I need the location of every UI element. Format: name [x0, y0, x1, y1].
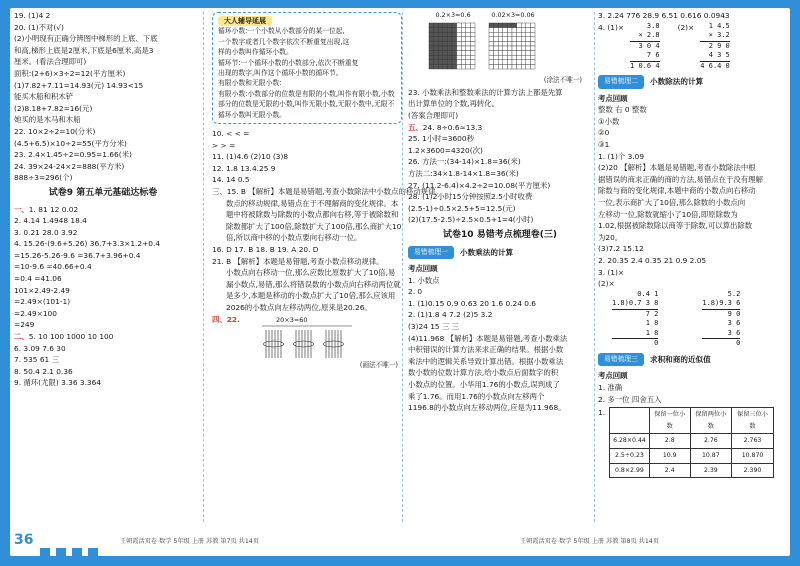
calc-row: 4 3 5 — [708, 51, 730, 60]
table-cell: 0.8×2.99 — [610, 463, 650, 478]
answer-line: (2)× — [598, 279, 615, 289]
tip-box — [212, 12, 402, 124]
rounding-table-wrap — [598, 407, 774, 478]
calc-row: 2 9 0 — [700, 41, 730, 52]
table-cell: 10.87 — [690, 448, 731, 463]
table-cell: 2.390 — [732, 463, 774, 478]
footer-left: 王朝霞活页卷 数学 5年级 上册 苏教 第7页 共14页 — [120, 538, 259, 545]
calc-row: 5.2 — [727, 289, 741, 298]
answer-line: 11. (1)4.6 (2)10 (3)8 — [212, 152, 289, 162]
answer-line: 888÷3=296(个) — [14, 173, 73, 183]
grid-note: (涂法不唯一) — [543, 76, 582, 85]
column-1 — [14, 10, 192, 389]
grid-b — [488, 10, 538, 75]
column-3 — [408, 10, 592, 414]
tag-3: 易错梳理三 — [598, 353, 644, 367]
answer-line: 27. (11.2-6.4)×4.2÷2=10.08(平方厘米) — [408, 180, 551, 190]
answer-line: 为20。 — [598, 232, 623, 242]
vertical-calc-2 — [700, 22, 730, 72]
answer-line: 14. 14 0.5 — [212, 175, 250, 185]
calc-row: × 3.2 — [708, 31, 730, 40]
answer-line: 23. 2.4×1.45÷2=0.95=1.66(米) — [14, 150, 132, 160]
answer-line: 12. 1.8 13.4.25 9 — [212, 163, 276, 173]
answer-line: 3. 0.21 28.0 3.92 — [14, 227, 78, 237]
answer-line: (2.5-1)÷0.5×2.5+5=12.5(元) — [408, 203, 516, 213]
section-4-figure — [212, 314, 402, 374]
answer-line: (2)8.18+7.82=16(元) — [14, 103, 93, 113]
col4-answers — [598, 151, 774, 290]
table-header: 保留一位小数 — [649, 408, 690, 434]
answer-line: 101×2.49-2.49 — [14, 285, 70, 295]
answer-line: =2.49×100 — [14, 308, 57, 318]
answer-line: 一、1. 81 12 0.02 — [14, 204, 79, 214]
item-4-label: 4. (1)× — [598, 22, 625, 32]
answer-line: =10-9.6 =40.66+0.4 — [14, 262, 92, 272]
answer-line: (答案合理即可) — [408, 110, 459, 120]
figure-label: 20×3=60 — [276, 315, 308, 324]
answer-line: 数小数的位数计算方法,给小数点后面数字的积 — [408, 368, 559, 378]
tip-line: 有限小数:小数部分的位数是有限的小数,叫作有限小数,小数部分的位数是无限的小数,叫作无限小数,无限小数中,无限不循环小数叫无限小数。 — [218, 89, 395, 119]
table-header — [610, 408, 650, 434]
table-cell: 6.28×0.44 — [610, 434, 650, 449]
answer-line: 10. < < = — [212, 129, 250, 139]
answer-line: 1.02,根据被除数除以商等于除数,可以算出除数 — [598, 221, 753, 231]
long-divisions — [598, 290, 774, 349]
answer-line: (2)20 【解析】本题是易错题,考查小数除法中根 — [598, 163, 756, 173]
answer-line: 3. (1)× — [598, 267, 625, 277]
review-line: 2. 多一位 四舍五入 — [598, 394, 662, 404]
answer-line: 1. (1)个 3.09 — [598, 151, 645, 161]
answer-line: 三、15. B 【解析】本题是易错题,考查小数除法中小数点的移动规律。 — [212, 187, 443, 197]
item-4-2-label: (2)× — [677, 22, 695, 32]
calc-row: 3 0 4 — [630, 41, 660, 52]
test9-title: 试卷9 第五单元基础达标卷 — [48, 187, 158, 198]
answer-line: 6. 3.09 7.6 30 — [14, 343, 66, 353]
footer-right: 王朝霞活页卷 数学 5年级 上册 苏教 第8页 共14页 — [520, 538, 659, 545]
answer-line: =2.49×(101-1) — [14, 297, 71, 307]
calc-row: 0 — [702, 338, 740, 349]
column-divider — [594, 12, 595, 522]
review-line: ①小数 — [598, 116, 620, 126]
tip-title: 大人辅导延展 — [218, 16, 272, 26]
answer-line: 乘法中的逻辑关系导致计算出错。根据小数乘法 — [408, 356, 564, 366]
answer-line: 20. (1)不对(√) — [14, 22, 64, 32]
tip-line: 一个数字或者几个数字依次不断重复出现,这 — [218, 37, 350, 46]
calc-row: 1 8 — [645, 328, 659, 337]
answer-line: 21. B 【解析】本题是易错题,考查小数点移动规律。 — [212, 256, 384, 266]
table-header: 保留三位小数 — [732, 408, 774, 434]
answer-line: 2. 20.35 2.4 0.35 21 0.9 2.05 — [598, 256, 707, 265]
answer-line: 1. (1)0.15 0.9 0.63 20 1.6 0.24 0.6 — [408, 298, 536, 308]
answer-line: 除数与商的变化规律,本题中商的小数点向右移动 — [598, 186, 756, 196]
col1-answers — [14, 10, 192, 184]
tag-1: 易错梳理一 — [408, 246, 454, 260]
tip-line: 出现的数字,叫作这个循环小数的循环节。 — [218, 69, 343, 78]
calc-row: 7 2 — [612, 309, 658, 320]
table-cell: 2.76 — [690, 434, 731, 449]
answer-line: (2)(17.5-2.5)÷2.5×0.5+1=4(小时) — [408, 215, 534, 225]
answer-line: 1. 小数点 — [408, 275, 440, 285]
review-line: 整数 右 0 整数 — [598, 105, 647, 115]
answer-line: 8. 50.4 2.1 0.36 — [14, 366, 73, 376]
review-title-2: 考点回顾 — [598, 371, 628, 381]
test9-answers — [14, 204, 192, 390]
calc-row: 0.4 1 — [637, 289, 659, 298]
answer-line: 1.2×3600=4320(次) — [408, 145, 483, 155]
table-row — [610, 463, 774, 478]
table-cell: 2.763 — [732, 434, 774, 449]
tag-bar-2 — [598, 75, 774, 89]
answer-line: 五、24. 8÷0.6≈13.3 — [408, 122, 483, 132]
test10-title: 试卷10 易错考点梳理卷(三) — [443, 229, 557, 240]
answer-line: (2)小明现有正确分辨图中梯形的上底、下底 — [14, 34, 158, 44]
calc-row: 1 8 — [645, 319, 659, 328]
column-4 — [598, 10, 774, 478]
tip-line: 循环小数:一个小数从小数部分的某一位起, — [218, 27, 345, 36]
answer-line: 2. (1)1.8 4 7.2 (2)5 3.2 — [408, 310, 493, 320]
col3-answers-top — [408, 87, 592, 226]
tag-2-text: 小数除法的计算 — [649, 77, 704, 87]
tip-line: 循环节:一个循环小数的小数部分,依次不断重复 — [218, 58, 359, 67]
review-line: ③1 — [598, 140, 610, 150]
answer-line: 小数点的位置。小华用1.76的小数点,误判成了 — [408, 380, 560, 390]
tag-bar-1 — [408, 246, 592, 260]
tip-line: 样的小数叫作循环小数。 — [218, 48, 293, 57]
column-divider — [203, 12, 204, 522]
answer-line: 中积错误的计算方法来求正确的结果。根据小数 — [408, 345, 564, 355]
answer-line: 面积:(2+6)×3÷2=12(平方厘米) — [14, 68, 126, 78]
grid-a-label: 0.2×3=0.6 — [435, 11, 471, 19]
vertical-calc-1 — [630, 22, 660, 72]
grid-b-label: 0.02×3=0.06 — [491, 11, 535, 19]
calc-row: 1.8)0.7 3 8 — [612, 299, 659, 308]
answer-line: (4.5+6.5)×10÷2=55(平方分米) — [14, 138, 127, 148]
calc-row: 7 6 — [646, 51, 660, 60]
item15-explanation: 数点的移动规律,易错点在于不理解商的变化规律。本题中将被除数与除数的小数点都向右移,等于被除数和除数都扩大了100倍,除数扩大了100倍,那么商扩大10倍,所以商中移的小数点要向右移动一位。 — [226, 198, 402, 243]
review-answers-2 — [598, 382, 774, 405]
answer-line: 16. D 17. B 18. B 19. A 20. D — [212, 245, 319, 254]
section-4-label: 四、22. — [212, 314, 240, 324]
vertical-calcs — [598, 22, 774, 72]
tag-bar-3 — [598, 353, 774, 367]
answer-line: 二、5. 10 100 1000 10 100 — [14, 332, 114, 342]
tag-2: 易错梳理二 — [598, 75, 644, 89]
calc-row: 1.8)9.3 6 — [702, 299, 741, 308]
review-line: 1. 准确 — [598, 382, 623, 392]
answer-line: 7. 535 61 三 — [14, 355, 60, 365]
answer-line: (3)24 15 三 三 — [408, 322, 460, 332]
answer-line: 2. 0 — [408, 287, 423, 297]
answer-line: 她买的是木马和木船 — [14, 115, 81, 125]
table-cell: 10.870 — [732, 448, 774, 463]
review-title: 考点回顾 — [598, 93, 628, 103]
bundle-figure — [252, 314, 362, 370]
table-cell: 2.4 — [649, 463, 690, 478]
answer-line: (4)11.968 【解析】本题是易错题,考查小数乘法 — [408, 333, 568, 343]
answer-line: 左移动一位,除数就缩小了10倍,即原除数为 — [598, 209, 738, 219]
calc-row: 4 6.4 0 — [700, 61, 730, 70]
figure-note: (画法不唯一) — [359, 360, 398, 369]
grid-b-figure — [488, 22, 538, 72]
rounding-table — [609, 407, 774, 478]
answer-line: 19. (1)4 2 — [14, 11, 51, 20]
table-cell: 2.39 — [690, 463, 731, 478]
shaded-grids — [408, 10, 592, 75]
tip-content — [218, 26, 396, 120]
answer-line: 9. 循环(尤限) 3.36 3.364 — [14, 378, 102, 388]
answer-line: 23. 小数乘法和整数乘法的计算方法上都是先算 — [408, 87, 563, 97]
calc-row: 0 — [612, 338, 658, 349]
answer-line: 能买木船和积木铲 — [14, 92, 74, 102]
long-division-2 — [702, 290, 740, 349]
column-divider — [402, 12, 403, 522]
answer-line: =0.4 =41.06 — [14, 274, 62, 284]
grid-a — [428, 10, 478, 75]
tip-line: 有限小数和无限小数: — [218, 79, 282, 88]
review-title: 考点回顾 — [408, 264, 438, 274]
tag-1-text: 小数乘法的计算 — [459, 247, 514, 257]
answer-line: 一位,表示商扩大了10倍,那么除数的小数点向 — [598, 198, 746, 208]
calc-row: 3.8 — [646, 21, 660, 30]
answer-line: 26. 方法一:(34-14)×1.8=36(米) — [408, 157, 521, 167]
calc-row: × 2.8 — [638, 31, 660, 40]
answer-line: 3. 2.24 776 28.9 6.51 0.616 0.0943 — [598, 11, 730, 20]
answer-line: 4. 15.26-(9.6+5.26) 36.7+3.3×1.2+0.4 — [14, 239, 161, 249]
answer-line: 乘了1.76。而用1.76的小数点向左移两个 — [408, 391, 545, 401]
answer-line: 22. 10×2÷2=10(分米) — [14, 126, 96, 136]
answer-line: =15.26-5.26-9.6 =36.7+3.96+0.4 — [14, 250, 141, 260]
answer-line: =249 — [14, 320, 35, 330]
long-division-1 — [612, 290, 658, 349]
answer-line: 厘米。(看法合理即可) — [14, 57, 87, 67]
answer-line: (3)7.2 15.12 — [598, 244, 644, 254]
answer-line: 1196.8的小数点向左移动两位,应是为11.968。 — [408, 403, 566, 413]
col3-answers-bottom — [408, 275, 592, 414]
table-cell: 2.5÷0.23 — [610, 448, 650, 463]
table-cell: 2.8 — [649, 434, 690, 449]
calc-row: 1 4.5 — [708, 21, 730, 30]
calc-row: 3 6 — [727, 328, 741, 337]
review-answers — [598, 104, 774, 150]
tag-3-text: 求积和商的近似值 — [649, 354, 711, 364]
answer-line: 24. 39×24-24×2=888(平方米) — [14, 161, 125, 171]
answer-line: 和高,梯形上底是2厘米,下底是6厘米,高是3 — [14, 45, 154, 55]
answer-line: 据错误的商求正确的商的方法,易错点在于没有理解 — [598, 174, 763, 184]
answer-line: (1)7.82+7.11=14.93(元) 14.93<15 — [14, 80, 144, 90]
answer-line: > > = — [212, 140, 236, 150]
answer-line: 出计算单位的个数,再转化。 — [408, 99, 500, 109]
table-cell: 10.9 — [649, 448, 690, 463]
answer-line: 方法二:34×1.8-14×1.8=36(米) — [408, 168, 519, 178]
calc-row: 1 0.6 4 — [630, 61, 660, 70]
table-row — [610, 434, 774, 449]
answer-line: 25. 1小时=3600秒 — [408, 134, 474, 144]
grid-a-figure — [428, 22, 478, 72]
table-header: 保留两位小数 — [690, 408, 731, 434]
page-number: 36 — [14, 532, 34, 548]
table-item-label: 1. — [598, 408, 606, 418]
review-line: ②0 — [598, 128, 610, 138]
answer-line: 2. 4.14 1.4948 18.4 — [14, 216, 87, 226]
answer-line: 28. (1)2小时15分钟按照2.5小时收费 — [408, 192, 533, 202]
calc-row: 3 6 — [727, 319, 741, 328]
calc-row: 9 0 — [702, 309, 740, 320]
table-row — [610, 448, 774, 463]
item21-explanation: 小数点向右移动一位,那么应数比原数扩大了10倍,易漏小数点,易错,那么将错误数的小数点向右移动两位就是多少,本题是移动的小数点扩大了10倍,那么应该用2026的小数点向左移动两位,原来是20.26。 — [226, 268, 401, 312]
